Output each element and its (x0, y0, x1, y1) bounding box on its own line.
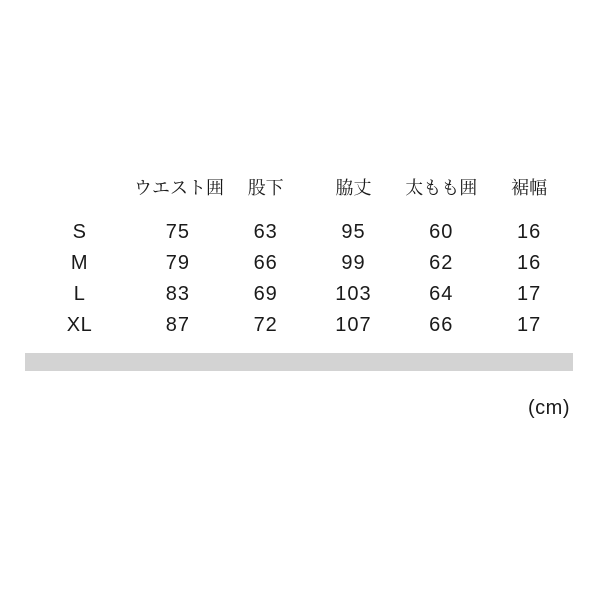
cell-value: 16 (516, 221, 542, 243)
unit-label: (cm) (528, 397, 570, 419)
column-header-waist: ウエスト囲 (134, 178, 224, 198)
cell-value: 72 (253, 314, 278, 336)
table-row (25, 217, 573, 248)
column-header-side-length: 脇丈 (335, 178, 372, 198)
table-row (25, 279, 573, 310)
table-row (25, 310, 573, 341)
cell-value: 17 (516, 283, 542, 305)
size-table (25, 170, 573, 341)
cell-value: 64 (429, 283, 454, 305)
row-size-label: S (72, 221, 87, 243)
column-header-hem-width: 裾幅 (511, 178, 548, 198)
cell-value: 17 (516, 314, 542, 336)
row-size-label: M (70, 252, 89, 274)
divider-bar (25, 353, 573, 371)
cell-value: 69 (253, 283, 278, 305)
cell-value: 99 (341, 252, 366, 274)
cell-value: 83 (165, 283, 191, 305)
cell-value: 66 (253, 252, 278, 274)
cell-value: 66 (429, 314, 454, 336)
cell-value: 60 (429, 221, 454, 243)
row-size-label: XL (66, 314, 93, 336)
cell-value: 87 (165, 314, 191, 336)
table-header-row (25, 170, 573, 204)
row-size-label: L (73, 283, 86, 305)
column-header-inseam: 股下 (247, 178, 284, 198)
cell-value: 63 (253, 221, 278, 243)
table-row (25, 248, 573, 279)
cell-value: 62 (429, 252, 454, 274)
cell-value: 107 (335, 314, 372, 336)
cell-value: 79 (165, 252, 191, 274)
cell-value: 95 (341, 221, 366, 243)
column-header-thigh: 太もも囲 (405, 178, 478, 198)
cell-value: 103 (335, 283, 372, 305)
cell-value: 16 (516, 252, 542, 274)
cell-value: 75 (165, 221, 191, 243)
